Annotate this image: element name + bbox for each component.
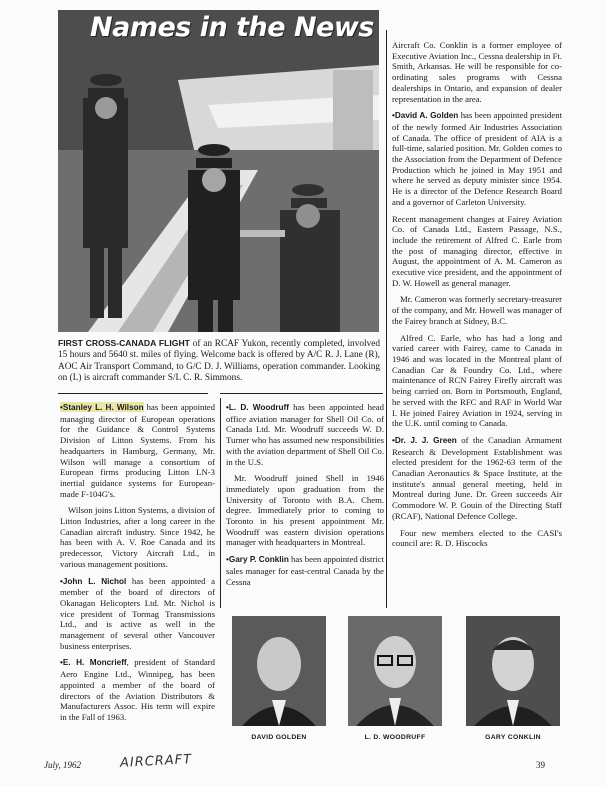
portrait-conklin-image xyxy=(466,616,560,726)
portrait-label-woodruff: L. D. WOODRUFF xyxy=(364,734,426,741)
article-moncrieff: •E. H. Moncrieff, president of Standard Aero Engine Ltd., Winnipeg, has been appointed a member of the board of directors of the Aviation Distributors & Manufacturers Assoc. His term will expire in the Fall of 1963. xyxy=(60,657,215,722)
column-divider-2 xyxy=(386,30,387,608)
portrait-woodruff xyxy=(348,616,442,726)
article-golden: •David A. Golden has been appointed president of the newly formed Air Industries Association of Canada. The office of president of AIA is a full-time, salaried position. Mr. Golden comes to the Association from the Department of Defence Production which he joined in May 1951 and where he served as deputy minister since 1954. He is a director of the Defence Research Board and a governor of Carleton University. xyxy=(392,110,562,207)
article-woodruff-cont: Mr. Woodruff joined Shell in 1946 immediately upon graduation from the University of Toronto with B.A. Chem. degree. Immediately prior to coming to Toronto in his present appointment Mr. Woodruff was eastern division operations manager with headquarters in Montreal. xyxy=(226,473,384,548)
page-number: 39 xyxy=(536,760,545,770)
footer-date: July, 1962 xyxy=(44,760,81,770)
article-fairey: Recent management changes at Fairey Aviation Co. of Canada Ltd., Eastern Passage, N.S., include the retirement of Alfred C. Earle from the post of managing director, effective in August, the appointment of A. M. Cameron as executive vice president, and the appointment of D. W. Howell as general manager. xyxy=(392,213,562,288)
left-column xyxy=(60,402,215,729)
mid-column xyxy=(226,402,384,593)
right-column xyxy=(392,40,562,555)
portrait-label-golden: DAVID GOLDEN xyxy=(251,734,307,741)
caption-lead: FIRST CROSS-CANADA FLIGHT xyxy=(58,338,190,348)
article-casi: Four new members elected to the CASI's council are: R. D. Hiscocks xyxy=(392,527,562,549)
article-fairey-cont: Mr. Cameron was formerly secretary-treasurer of the company, and Mr. Howell was manager of the Fairey branch at Sidney, B.C. xyxy=(392,294,562,326)
portrait-golden xyxy=(232,616,326,726)
photo-caption xyxy=(58,338,380,385)
article-conklin: •Gary P. Conklin has been appointed district sales manager for east-central Canada by the Cessna xyxy=(226,554,384,587)
article-woodruff: •L. D. Woodruff has been appointed head office aviation manager for Shell Oil Co. of Canada Ltd. Mr. Woodruff succeeds W. D. Turner who has assumed new responsibilities with the aviation department of Shell Oil Co. in the U.S. xyxy=(226,402,385,467)
portrait-conklin xyxy=(466,616,560,726)
portrait-woodruff-image xyxy=(348,616,442,726)
column-divider-1 xyxy=(220,398,221,608)
footer-handwritten-note: AIRCRAFT xyxy=(119,752,193,771)
portrait-label-conklin: GARY CONKLIN xyxy=(485,734,541,741)
photo-illustration xyxy=(58,10,379,332)
caption-text: of an RCAF Yukon, recently completed, involved 15 hours and 5640 st. miles of flying. Welcome back is offered by A/C R. J. Lane (R), AOC Air Transport Command, to G/C D. J. Williams, operation commander. Looking on (L) is aircraft commander S/L C. R. Simmons. xyxy=(58,339,381,384)
article-wilson-cont: Wilson joins Litton Systems, a division of Litton Industries, after a long career in the Canadian aircraft industry. Since 1942, he has been with A. V. Roe Canada and its predecessor, Victory Aircraft Ltd., in various management positions. xyxy=(60,505,215,569)
article-earle: Alfred C. Earle, who has had a long and varied career with Fairey, came to Canada in 1946 and was located in the Montreal plant of Canadian Car & Foundry Co. Ltd., where maintenance of RCN Fairey Firefly aircraft was being carried on. Born in Portsmouth, England, he served with the RFC and RAF in World War I. He joined Fairey Aviation in 1924, serving in the U.K. until coming to Canada. xyxy=(392,332,562,429)
portrait-golden-image xyxy=(232,616,326,726)
page-title: Names in the News xyxy=(90,12,374,43)
article-green: •Dr. J. J. Green of the Canadian Armament Research & Development Establishment was elected president for the 1962-63 term of the Canadian Aeronautics & Space Institute, at the institute's annual general meeting, held in Montreal during June. Dr. Green succeeds Air Commodore W. P. Gouin of the Directing Staff (RCAF), National Defence College. xyxy=(392,434,562,521)
mid-rule xyxy=(220,393,383,394)
article-nichol: •John L. Nichol has been appointed a member of the board of directors of Okanagan Helicopters Ltd. Mr. Nichol is vice president of Tormag Transmissions Ltd., and is active as well in the management of several other Vancouver business enterprises. xyxy=(60,575,215,651)
left-rule xyxy=(58,393,208,394)
yukon-photo xyxy=(58,10,379,332)
article-wilson: •Stanley L. H. Wilson has been appointed managing director of European operations for the Guidance & Control Systems Division of Litton Systems. From his headquarters in Hamburg, Germany, Mr. Wilson will manage a consortium of European firms producing Litton LN-3 inertial guidance systems for European-made F-104G's. xyxy=(60,402,215,499)
article-conklin-cont: Aircraft Co. Conklin is a former employee of Executive Aviation Inc., Cessna dealership in Ft. Smith, Arkansas. He will be responsible for co-ordinating sales programs with Cessna dealerships in Ontario, and expansion of dealer representation in the area. xyxy=(392,40,562,104)
